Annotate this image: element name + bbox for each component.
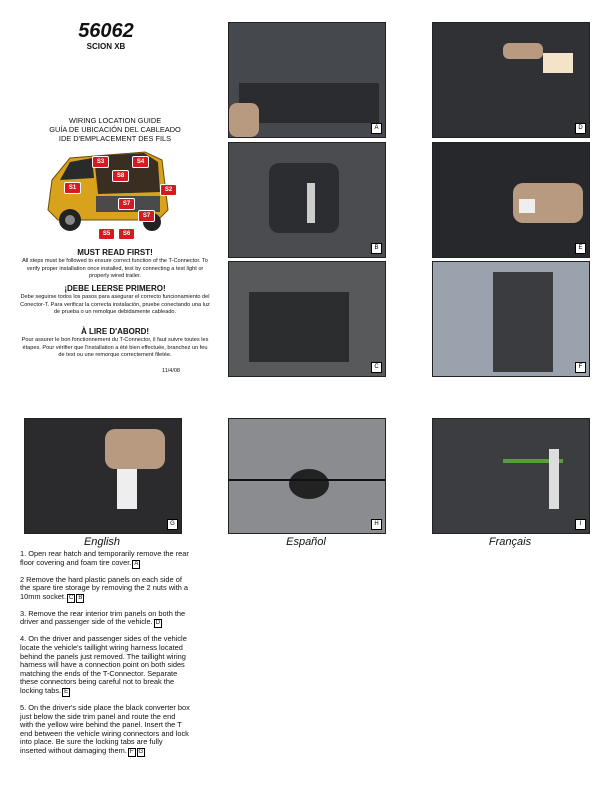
diagram-label-s7-a: S7 bbox=[118, 198, 135, 210]
photo-g bbox=[24, 418, 182, 534]
notice-title-es: ¡DEBE LEERSE PRIMERO! bbox=[64, 284, 166, 293]
photo-f bbox=[432, 261, 590, 377]
diagram-label-s4: S4 bbox=[132, 156, 149, 168]
photo-ref: C bbox=[69, 594, 74, 601]
part-number: 56062 bbox=[78, 20, 134, 42]
photo-label-i: I bbox=[575, 519, 586, 530]
photo-ref: D bbox=[155, 620, 161, 627]
photo-label-e: E bbox=[575, 243, 586, 254]
revision-date: 11/4/08 bbox=[162, 368, 180, 374]
photo-b bbox=[228, 142, 386, 258]
notice-text-fr: Pour assurer le bon fonctionnement du T-Connector, il faut suivre toutes les étapes. Pour vérifier que l'installation a été bien effectuée, branchez un feu de test ou une remorque correctement filetée. bbox=[21, 337, 209, 359]
photo-e bbox=[432, 142, 590, 258]
photo-label-f: F bbox=[575, 362, 586, 373]
diagram-label-s8: S8 bbox=[112, 170, 129, 182]
notice-text-en: All steps must be followed to ensure correct function of the T-Connector. To verify proper installation once installed, test by connecting a test light or properly wired trailer. bbox=[22, 258, 208, 280]
diagram-label-s6: S6 bbox=[118, 228, 135, 240]
diagram-label-s1: S1 bbox=[64, 182, 81, 194]
photo-i bbox=[432, 418, 590, 534]
step-5: 5. On the driver's side place the black converter box just below the side trim panel and route the end with the yellow wire behind the panel. Insert the T end between the vehicle wiring connectors and lock into place. Be sure the locking tabs are fully inserted without damaging them. F G bbox=[20, 702, 190, 755]
photo-label-b: B bbox=[371, 243, 382, 254]
diagram-label-s2: S2 bbox=[160, 184, 177, 196]
vehicle-model: SCION XB bbox=[86, 42, 126, 51]
photo-label-a: A bbox=[371, 123, 382, 134]
guide-title-es: GUÍA DE UBICACIÓN DEL CABLEADO bbox=[49, 125, 181, 134]
vehicle-diagram bbox=[40, 140, 175, 240]
language-english: English bbox=[83, 536, 121, 548]
photo-ref: G bbox=[138, 748, 144, 755]
photo-ref: B bbox=[78, 594, 83, 601]
language-spanish: Español bbox=[286, 536, 326, 548]
step-4: 4. On the driver and passenger sides of the vehicle locate the vehicle's taillight wiring harness located behind the panels just removed. The taillight wiring harness will have a connection point on both sides matching the ends of the T-Connector. Separate these connectors being careful not to break the locking tabs. E bbox=[20, 634, 187, 695]
step-2: 2 Remove the hard plastic panels on each side of the spare tire storage by removing the 2 nuts with a 10mm socket. C B bbox=[20, 574, 189, 601]
photo-h bbox=[228, 418, 386, 534]
photo-c bbox=[228, 261, 386, 377]
guide-title-en: WIRING LOCATION GUIDE bbox=[68, 116, 162, 125]
diagram-label-s7: S7 bbox=[138, 210, 155, 222]
diagram-label-s3: S3 bbox=[92, 156, 109, 168]
photo-label-g: G bbox=[167, 519, 178, 530]
diagram-label-s5: S5 bbox=[98, 228, 115, 240]
vehicle-illustration bbox=[40, 140, 175, 240]
guide-title bbox=[20, 116, 210, 143]
notice-title-en: MUST READ FIRST! bbox=[77, 248, 153, 257]
instruction-steps bbox=[20, 550, 190, 764]
photo-ref: A bbox=[134, 560, 139, 567]
language-french: Français bbox=[488, 536, 532, 548]
step-1: 1. Open rear hatch and temporarily remove the rear floor covering and foam tire cover. A bbox=[20, 549, 189, 567]
photo-label-c: C bbox=[371, 362, 382, 373]
photo-d bbox=[432, 22, 590, 138]
notice-title-fr: À LIRE D'ABORD! bbox=[80, 327, 150, 336]
guide-title-fr: IDE D'EMPLACEMENT DES FILS bbox=[58, 134, 172, 143]
photo-ref: F bbox=[129, 748, 134, 755]
photo-ref: E bbox=[64, 688, 69, 695]
photo-label-h: H bbox=[371, 519, 382, 530]
photo-label-d: D bbox=[575, 123, 586, 134]
notice-text-es: Debe seguirse todos los pasos para asegurar el correcto funcionamiento del Conector-T. Para verificar la correcta instalación, pruebe conectando una luz de prueba o un remolque debidamente cableado. bbox=[20, 294, 210, 316]
photo-a bbox=[228, 22, 386, 138]
step-3: 3. Remove the rear interior trim panels on both the driver and passenger side of the vehicle. D bbox=[20, 608, 186, 627]
